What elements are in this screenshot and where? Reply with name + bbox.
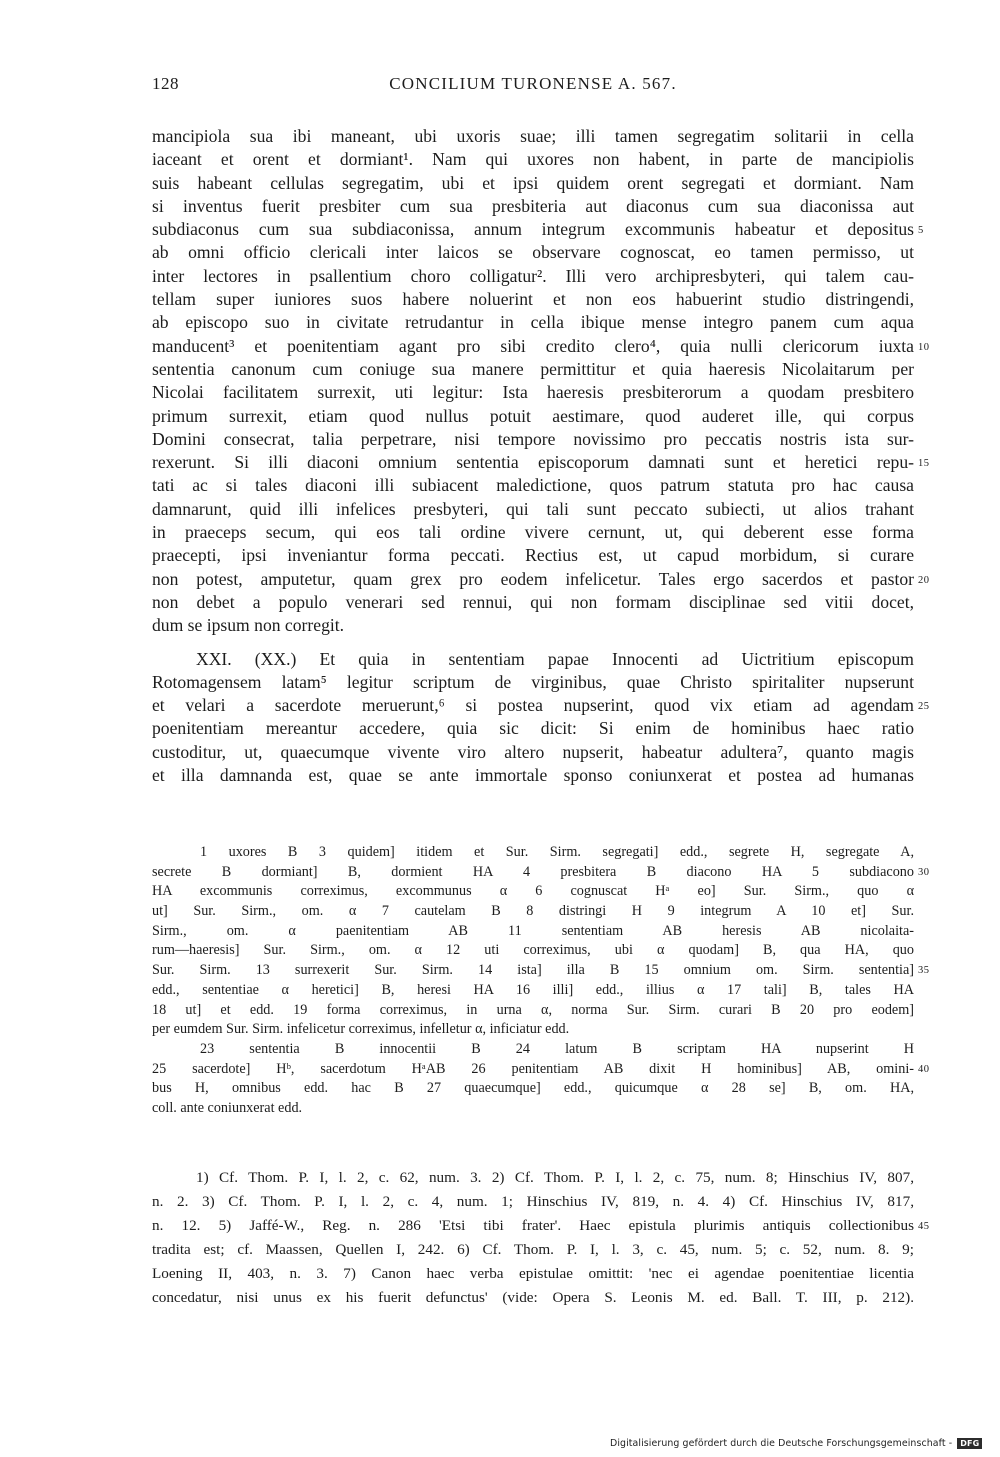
text-line	[152, 1001, 914, 1021]
text-line	[152, 544, 914, 567]
line-text: edd., sententiae α heretici] B, heresi HA 16 illi] edd., illius α 17 tali] B, tales HA	[152, 981, 914, 998]
line-number: 15	[918, 458, 930, 470]
line-text: 18 ut] et edd. 19 forma correximus, in urna α, norma Sur. Sirm. curari B 20 pro eodem]	[152, 1001, 914, 1018]
dfg-logo: DFG	[957, 1438, 982, 1449]
line-text: rexerunt. Si illi diaconi omnium sententia episcoporum damnati sunt et heretici repu-	[152, 452, 914, 473]
text-line	[152, 358, 914, 381]
line-text: secrete B dormiant] B, dormient HA 4 presbitera B diacono HA 5 subdiacono	[152, 863, 914, 880]
text-line	[152, 1166, 914, 1190]
footnotes	[152, 1166, 930, 1310]
text-line	[152, 1286, 914, 1310]
text-line	[152, 1099, 914, 1119]
line-text: poenitentiam mereantur accedere, quia sic dicit: Si enim de hominibus haec ratio	[152, 718, 914, 739]
text-line	[152, 1238, 914, 1262]
line-number: 20	[918, 574, 930, 586]
text-line	[152, 1079, 914, 1099]
digitization-credit	[610, 1438, 982, 1449]
main-paragraph-1	[152, 125, 930, 638]
line-text: 1) Cf. Thom. P. I, l. 2, c. 62, num. 3. 2) Cf. Thom. P. I, l. 2, c. 75, num. 8; Hinschius IV, 807,	[196, 1169, 914, 1186]
text-line	[152, 1190, 914, 1214]
line-text: et velari a sacerdote meruerunt,⁶ si postea nupserint, quod vix etiam ad agendam	[152, 695, 914, 716]
line-text: subdiaconus cum sua subdiaconissa, annum integrum excommunis habeatur et depositus	[152, 219, 914, 240]
text-line	[152, 125, 914, 148]
line-text: per eumdem Sur. Sirm. infelicetur correximus, infelletur α, inficiatur edd.	[152, 1021, 570, 1038]
line-text: non debet a populo venerari sed rennui, qui non formam disciplinae sed vitii docet,	[152, 591, 914, 612]
text-line	[152, 591, 914, 614]
text-line	[152, 717, 914, 740]
text-line	[152, 311, 914, 334]
line-text: Sirm., om. α paenitentiam AB 11 sententiam AB heresis AB nicolaita-	[152, 922, 914, 939]
line-text: praecepti, ipsi inveniantur forma peccati. Rectius est, ut capud morbidum, si curare	[152, 545, 914, 566]
line-text: Domini consecrat, talia perpetrare, nisi tempore novissimo pro peccatis nostris ista sur-	[152, 428, 914, 449]
text-line	[152, 288, 914, 311]
main-paragraph-2	[152, 648, 930, 788]
line-text: primum surrexit, etiam quod nullus potuit aestimare, quod auderet ille, qui corpus	[152, 405, 914, 426]
line-text: ut] Sur. Sirm., om. α 7 cautelam B 8 distringi H 9 integrum A 10 et] Sur.	[152, 903, 914, 920]
text-line	[152, 521, 914, 544]
line-number: 25	[918, 701, 930, 713]
running-title: CONCILIUM TURONENSE A. 567.	[389, 74, 677, 93]
line-number: 30	[918, 866, 930, 878]
text-line	[152, 741, 914, 764]
line-text: Loening II, 403, n. 3. 7) Canon haec verba epistulae omittit: 'nec ei agendae poenitentiae licentia	[152, 1265, 914, 1282]
text-line	[152, 381, 914, 404]
line-text: Rotomagensem latam⁵ legitur scriptum de virginibus, quae Christo spiritaliter nupserunt	[152, 671, 914, 692]
text-line	[152, 902, 914, 922]
line-text: coll. ante coniunxerat edd.	[152, 1099, 303, 1116]
text-line	[152, 981, 914, 1001]
text-line	[152, 1262, 914, 1286]
line-number: 5	[918, 225, 924, 237]
line-number: 10	[918, 341, 930, 353]
text-line	[152, 648, 914, 671]
text-line	[152, 498, 914, 521]
text-line	[152, 172, 914, 195]
line-text: non potest, amputetur, quam grex pro eodem infelicetur. Tales ergo sacerdos et pastor	[152, 568, 914, 589]
text-line	[152, 428, 914, 451]
line-text: Sur. Sirm. 13 surrexerit Sur. Sirm. 14 ista] illa B 15 omnium om. Sirm. sententia]	[152, 962, 914, 979]
text-line	[152, 614, 914, 637]
text-line	[152, 694, 930, 717]
line-text: rum—haeresis] Sur. Sirm., om. α 12 uti correximus, ubi α quodam] B, qua HA, quo	[152, 942, 914, 959]
running-header	[152, 74, 914, 100]
line-text: in praeceps secum, qui eos tali ordine vivere cernunt, ut, qui deberent esse forma	[152, 522, 914, 543]
line-text: inter lectores in psallentium choro colligatur². Illi vero archipresbyteri, qui talem cau-	[152, 265, 914, 286]
text-line	[152, 1214, 930, 1238]
credit-text: Digitalisierung gefördert durch die Deutsche Forschungsgemeinschaft -	[610, 1438, 953, 1449]
line-text: si inventus fuerit presbiter cum sua presbiteria aut diaconus cum sua diaconissa aut	[152, 195, 914, 216]
text-line	[152, 474, 914, 497]
line-text: tellam super iuniores suos habere noluerint et non eos habuerint studio distringendi,	[152, 289, 914, 310]
line-number: 35	[918, 965, 930, 977]
text-line	[152, 882, 914, 902]
line-text: iaceant et orent et dormiant¹. Nam qui uxores non habent, in parte de mancipiolis	[152, 149, 914, 170]
line-text: sententia canonum cum coniuge sua manere permittitur et quia haeresis Nicolaitarum per	[152, 358, 914, 379]
text-line	[152, 241, 914, 264]
line-text: tati ac si tales diaconi illi subiacent maledictione, quos patrum statuta pro hac causa	[152, 475, 914, 496]
line-text: ab omni officio clericali inter laicos se observare cognoscat, eo tamen permisso, ut	[152, 242, 914, 263]
line-text: 23 sententia B innocentii B 24 latum B scriptam HA nupserint H	[200, 1040, 914, 1057]
text-line	[152, 961, 930, 981]
line-text: et illa damnanda est, quae se ante immortale sponso coniunxerat et postea ad humanas	[152, 765, 914, 786]
paragraph-gap	[152, 638, 914, 648]
line-text: manducent³ et poenitentiam agant pro sibi credito clero⁴, quia nulli clericorum iuxta	[152, 335, 914, 356]
text-line	[152, 764, 914, 787]
text-line	[152, 451, 930, 474]
line-text: XXI. (XX.) Et quia in sententiam papae Innocenti ad Uictritium episcopum	[196, 648, 914, 669]
text-line	[152, 195, 914, 218]
critical-apparatus	[152, 843, 930, 1119]
line-text: ab episcopo suo in civitate retrudantur in cella ibique mense integro panem cum aqua	[152, 312, 914, 333]
line-text: custoditur, ut, quaecumque vivente viro altero nupserit, habeatur adultera⁷, quanto magis	[152, 741, 914, 762]
text-line	[152, 863, 930, 883]
line-text: dum se ipsum non corregit.	[152, 615, 345, 636]
line-text: tradita est; cf. Maassen, Quellen I, 242. 6) Cf. Thom. P. I, l. 3, c. 45, num. 5; c. 52, num. 8. 9;	[152, 1241, 914, 1258]
line-text: suis habeant cellulas segregatim, ubi et ipsi quidem orent segregati et dormiant. Nam	[152, 172, 914, 193]
text-line	[152, 148, 914, 171]
main-text	[152, 125, 930, 787]
text-line	[152, 568, 930, 591]
text-line	[152, 941, 914, 961]
line-number: 45	[918, 1221, 930, 1232]
line-text: 25 sacerdote] Hᵇ, sacerdotum HᵃAB 26 penitentiam AB dixit H hominibus] AB, omini-	[152, 1060, 914, 1077]
line-number: 40	[918, 1063, 930, 1075]
text-line	[152, 1040, 914, 1060]
text-line	[152, 671, 914, 694]
line-text: 1 uxores B 3 quidem] itidem et Sur. Sirm. segregati] edd., segrete H, segregate A,	[200, 844, 914, 860]
line-text: damnarunt, quid illi infelices presbyteri, qui tali sunt peccato subiecti, ut alios trahant	[152, 498, 914, 519]
line-text: n. 2. 3) Cf. Thom. P. I, l. 2, c. 4, num. 1; Hinschius IV, 819, n. 4. 4) Cf. Hinschius IV, 817,	[152, 1193, 914, 1210]
page-number: 128	[152, 74, 179, 93]
line-text: Nicolai facilitatem surrexit, uti legitur: Ista haeresis presbiterorum a quodam presbitero	[152, 382, 914, 403]
text-line	[152, 843, 914, 863]
text-line	[152, 265, 914, 288]
text-line	[152, 405, 914, 428]
line-text: mancipiola sua ibi maneant, ubi uxoris suae; illi tamen segregatim solitarii in cella	[152, 126, 914, 146]
text-line	[152, 922, 914, 942]
text-line	[152, 335, 930, 358]
line-text: concedatur, nisi unus ex his fuerit defunctus' (vide: Opera S. Leonis M. ed. Ball. T. III, p. 212).	[152, 1289, 914, 1306]
text-line	[152, 218, 924, 241]
line-text: bus H, omnibus edd. hac B 27 quaecumque] edd., quicumque α 28 se] B, om. HA,	[152, 1080, 914, 1097]
text-line	[152, 1020, 914, 1040]
line-text: HA excommunis correximus, excommunus α 6 cognuscat Hᵃ eo] Sur. Sirm., quo α	[152, 883, 914, 900]
text-line	[152, 1060, 930, 1080]
line-text: n. 12. 5) Jaffé-W., Reg. n. 286 'Etsi tibi frater'. Haec epistula plurimis antiquis collectionibus	[152, 1217, 914, 1234]
